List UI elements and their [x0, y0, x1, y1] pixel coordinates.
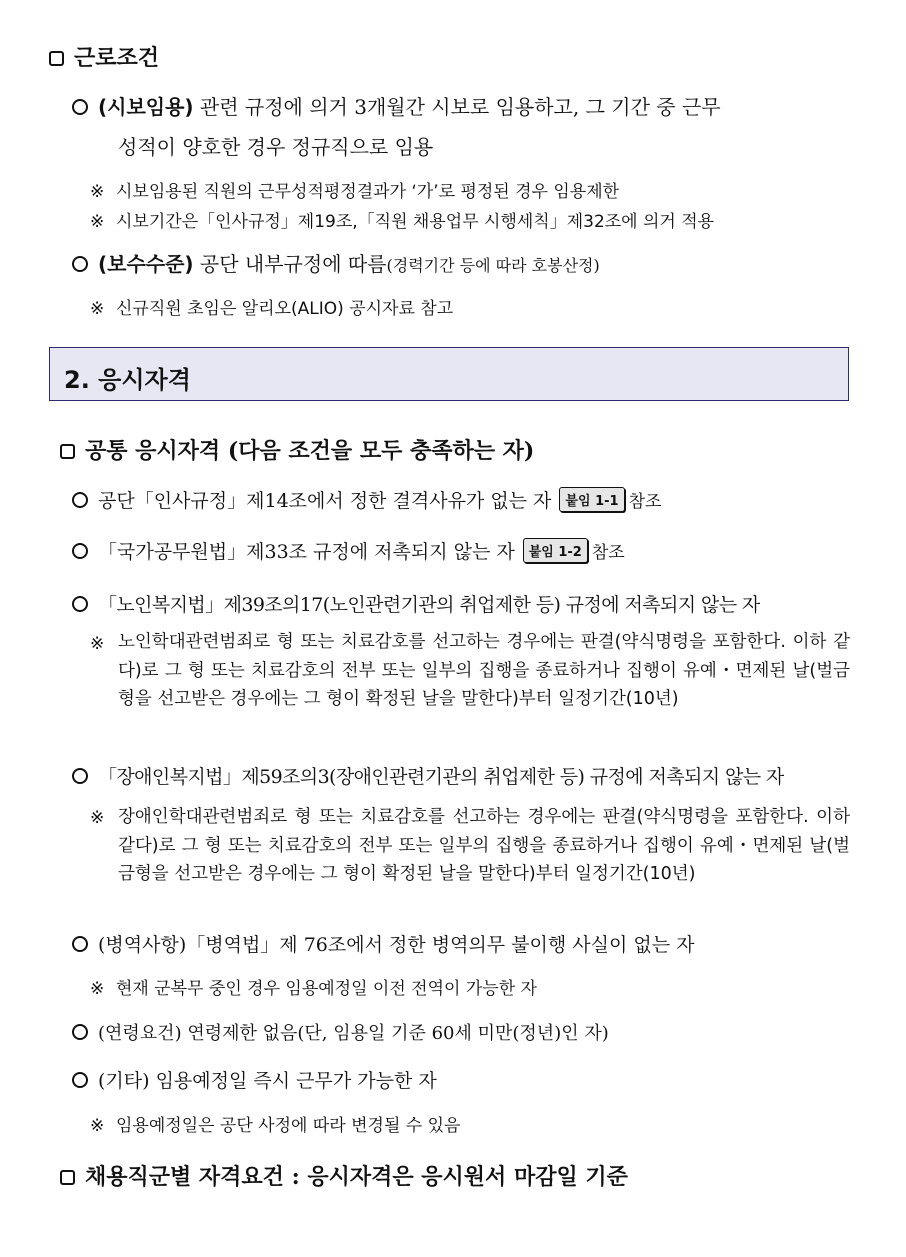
note-mark-3: ※ [90, 634, 105, 654]
note-probation-1: ※ 시보임용된 직원의 근무성적평정결과가 ‘가’로 평정된 경우 임용제한 [90, 182, 620, 202]
circle-bullet-icon [72, 492, 88, 508]
common-item-2: 「국가공무원법」제33조 규정에 저촉되지 않는 자 붙임 1-2 참조 [72, 537, 625, 564]
probation-item-cont: 성적이 양호한 경우 정규직으로 임용 [118, 135, 434, 159]
note-probation-2: ※ 시보기간은「인사규정」제19조,「직원 채용업무 시행세칙」제32조에 의거 적용 [90, 212, 715, 232]
note-mark-icon: ※ [90, 979, 105, 999]
circle-bullet-icon [72, 1024, 88, 1040]
circle-bullet-icon [72, 936, 88, 952]
note-elderly-abuse: 노인학대관련범죄로 형 또는 치료감호를 선고하는 경우에는 판결(약식명령을 포함한다. 이하 같다)로 그 형 또는 치료감호의 전부 또는 일부의 집행을 종료하거나 집행이 유예・면제된 날(벌금형을 선고받은 경우에는 그 형이 확정된 날을 말한다)부터 일정기간(10년) [118, 632, 850, 709]
circle-bullet-icon [72, 768, 88, 784]
note-disabled-abuse: 장애인학대관련범죄로 형 또는 치료감호를 선고하는 경우에는 판결(약식명령을 포함한다. 이하 같다)로 그 형 또는 치료감호의 전부 또는 일부의 집행을 종료하거나 집행이 유예・면제된 날(벌금형을 선고받은 경우에는 그 형이 확정된 날을 말한다)부터 일정기간(10년) [118, 807, 850, 884]
common-item-6: (연령요건) 연령제한 없음(단, 임용일 기준 60세 미만(정년)인 자) [72, 1019, 609, 1045]
common-item-3: 「노인복지법」제39조의17(노인관련기관의 취업제한 등) 규정에 저촉되지 않는 자 [72, 590, 760, 617]
section-header-box [49, 347, 849, 401]
circle-bullet-icon [72, 256, 88, 272]
pay-item: (보수수준) 공단 내부규정에 따름(경력기간 등에 따라 호봉산정) [72, 248, 600, 277]
common-item-1: 공단「인사규정」제14조에서 정한 결격사유가 없는 자 붙임 1-1 참조 [72, 486, 661, 513]
note-mark-icon: ※ [90, 182, 105, 202]
note-military: ※ 현재 군복무 중인 경우 임용예정일 이전 전역이 가능한 자 [90, 979, 537, 999]
note-mark-icon: ※ [90, 1116, 105, 1136]
checkbox-square-icon [60, 1170, 75, 1185]
note-start-date: ※ 임용예정일은 공단 사정에 따라 변경될 수 있음 [90, 1116, 461, 1136]
job-requirements-heading: 채용직군별 자격요건 : 응시자격은 응시원서 마감일 기준 [60, 1160, 628, 1191]
common-item-5: (병역사항)「병역법」제 76조에서 정한 병역의무 불이행 사실이 없는 자 [72, 930, 694, 957]
probation-item: (시보임용) 관련 규정에 의거 3개월간 시보로 임용하고, 그 기간 중 근무 [72, 91, 721, 120]
circle-bullet-icon [72, 543, 88, 559]
note-mark-icon: ※ [90, 299, 105, 319]
circle-bullet-icon [72, 99, 88, 115]
conditions-heading: 근로조건 [49, 41, 159, 72]
attachment-tag-1-2: 붙임 1-2 [523, 538, 588, 563]
attachment-tag-1-1: 붙임 1-1 [559, 487, 624, 512]
note-mark-4: ※ [90, 808, 105, 828]
section-title: 2. 응시자격 [64, 366, 191, 394]
checkbox-square-icon [60, 444, 75, 459]
common-item-4: 「장애인복지법」제59조의3(장애인관련기관의 취업제한 등) 규정에 저촉되지 않는 자 [72, 762, 784, 789]
checkbox-square-icon [49, 51, 64, 66]
note-mark-icon: ※ [90, 212, 105, 232]
circle-bullet-icon [72, 1072, 88, 1088]
common-item-7: (기타) 임용예정일 즉시 근무가 가능한 자 [72, 1066, 437, 1093]
note-pay: ※ 신규직원 초임은 알리오(ALIO) 공시자료 참고 [90, 299, 454, 319]
circle-bullet-icon [72, 596, 88, 612]
common-heading: 공통 응시자격 (다음 조건을 모두 충족하는 자) [60, 434, 534, 465]
